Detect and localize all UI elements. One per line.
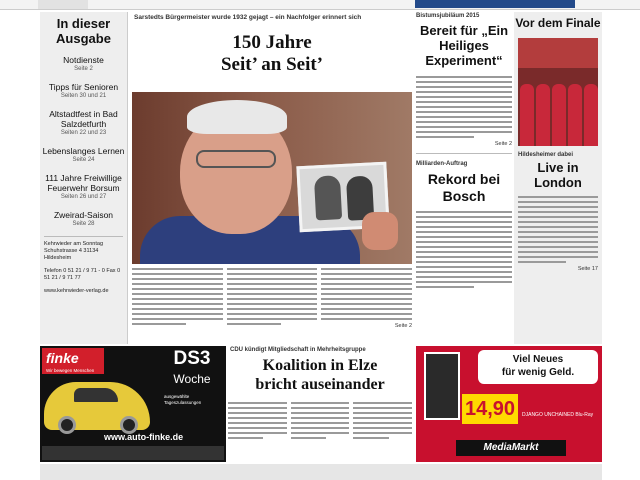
- news-kicker-1: Bistumsjubiläum 2015: [416, 13, 480, 19]
- publisher-phone: Telefon 0 51 21 / 9 71 - 0 Fax 0 51 21 / 9 71 77: [44, 268, 121, 281]
- politics-article: [228, 346, 412, 462]
- lead-headline-line-2: Seit’ an Seit’: [220, 54, 324, 75]
- politics-headline[interactable]: [228, 356, 412, 394]
- product-name: DJANGO UNCHAINED Blu-Ray: [522, 412, 594, 418]
- contents-item-title: Lebenslanges Lernen: [42, 146, 125, 156]
- contents-item[interactable]: [40, 173, 127, 201]
- finke-slogan: Wir bewegen Menschen: [42, 368, 104, 374]
- politics-kicker: CDU kündigt Mitgliedschaft in Mehrheitsgruppe: [230, 347, 366, 353]
- politics-headline-line-2: bricht auseinander: [255, 376, 385, 393]
- contents-item-page: Seite 2: [74, 66, 93, 72]
- sports-headline-1[interactable]: Vor dem Finale: [515, 16, 601, 30]
- contents-item-title: Altstadtfest in Bad Salzdetfurth: [49, 109, 118, 129]
- lead-page-ref: Seite 2: [394, 323, 413, 329]
- ds3-label: DS3: [173, 348, 211, 369]
- publisher-web-link[interactable]: www.kehrwieder-verlag.de: [44, 288, 109, 294]
- mediamarkt-advertisement[interactable]: [416, 346, 602, 462]
- contents-item-title: 111 Jahre Freiwillige Feuerwehr Borsum: [45, 173, 122, 193]
- glasses-shape: [196, 150, 276, 168]
- contents-item[interactable]: [40, 210, 127, 228]
- contents-item[interactable]: [40, 146, 127, 164]
- contents-item-page: Seiten 22 und 23: [60, 130, 107, 136]
- bottom-ad-strip: [40, 464, 602, 480]
- contents-item-page: Seiten 30 und 21: [60, 93, 107, 99]
- hand-shape: [362, 212, 398, 250]
- contents-item[interactable]: [40, 55, 127, 73]
- contents-item[interactable]: [40, 109, 127, 137]
- sports-headline-2[interactable]: Live in London: [534, 160, 582, 190]
- news-headline-2[interactable]: Rekord bei Bosch: [427, 171, 501, 204]
- politics-headline-line-1: Koalition in Elze: [262, 357, 378, 374]
- mediamarkt-speech-bubble: [478, 350, 598, 384]
- lead-kicker: Sarstedts Bürgermeister wurde 1932 gejagt – ein Nachfolger erinnert sich: [134, 14, 362, 21]
- lead-article: [132, 12, 412, 344]
- finke-advertisement[interactable]: [40, 346, 226, 462]
- news-headline-1[interactable]: Bereit für „Ein Heiliges Experiment“: [419, 23, 509, 68]
- sports-column: [514, 12, 602, 344]
- contents-item-title: Notdienste: [63, 55, 104, 65]
- contents-title: In dieser Ausgabe: [56, 16, 111, 46]
- lead-headline-line-1: 150 Jahre: [232, 32, 312, 53]
- lead-body-text: [132, 268, 412, 340]
- lead-photo: [132, 92, 412, 264]
- woche-label: Woche: [173, 372, 211, 386]
- finke-logo: finke: [42, 348, 104, 368]
- contents-item-page: Seiten 26 und 27: [60, 194, 107, 200]
- lead-headline[interactable]: [132, 32, 412, 76]
- news-page-ref: Seite 2: [494, 141, 512, 147]
- contents-item-title: Tipps für Senioren: [48, 82, 119, 92]
- contents-item-title: Zweirad-Saison: [53, 210, 114, 220]
- contents-item[interactable]: [40, 82, 127, 100]
- publisher-address: Kehrwieder am Sonntag Schuhstrasse 4 31134 Hildesheim: [44, 241, 104, 261]
- hair-shape: [187, 100, 287, 134]
- contents-column: [40, 12, 128, 344]
- divider: [416, 153, 512, 154]
- page-tag: [38, 0, 88, 9]
- sports-page-ref: Seite 17: [577, 266, 598, 272]
- car-image: [44, 382, 150, 430]
- price-tag: 14,90: [462, 394, 518, 424]
- header-bar: [415, 0, 575, 8]
- finke-offer-text: ausgewählte Tageszulassungen: [164, 394, 202, 405]
- finke-addresses: [42, 446, 224, 460]
- speech-line-1: Viel Neues: [512, 354, 564, 365]
- contents-item-page: Seite 24: [72, 157, 95, 163]
- bluray-cover-image: [424, 352, 460, 420]
- sports-kicker-2: Hildesheimer dabei: [518, 152, 574, 158]
- speech-line-2: für wenig Geld.: [501, 367, 575, 378]
- finke-url[interactable]: www.auto-finke.de: [104, 432, 184, 442]
- news-column: [416, 12, 512, 344]
- news-kicker-2: Milliarden-Auftrag: [416, 161, 468, 167]
- politics-body-text: [228, 402, 412, 442]
- contents-item-page: Seite 28: [72, 221, 95, 227]
- mediamarkt-logo: MediaMarkt: [456, 440, 566, 456]
- team-photo: [518, 38, 598, 146]
- top-bar: [0, 0, 640, 10]
